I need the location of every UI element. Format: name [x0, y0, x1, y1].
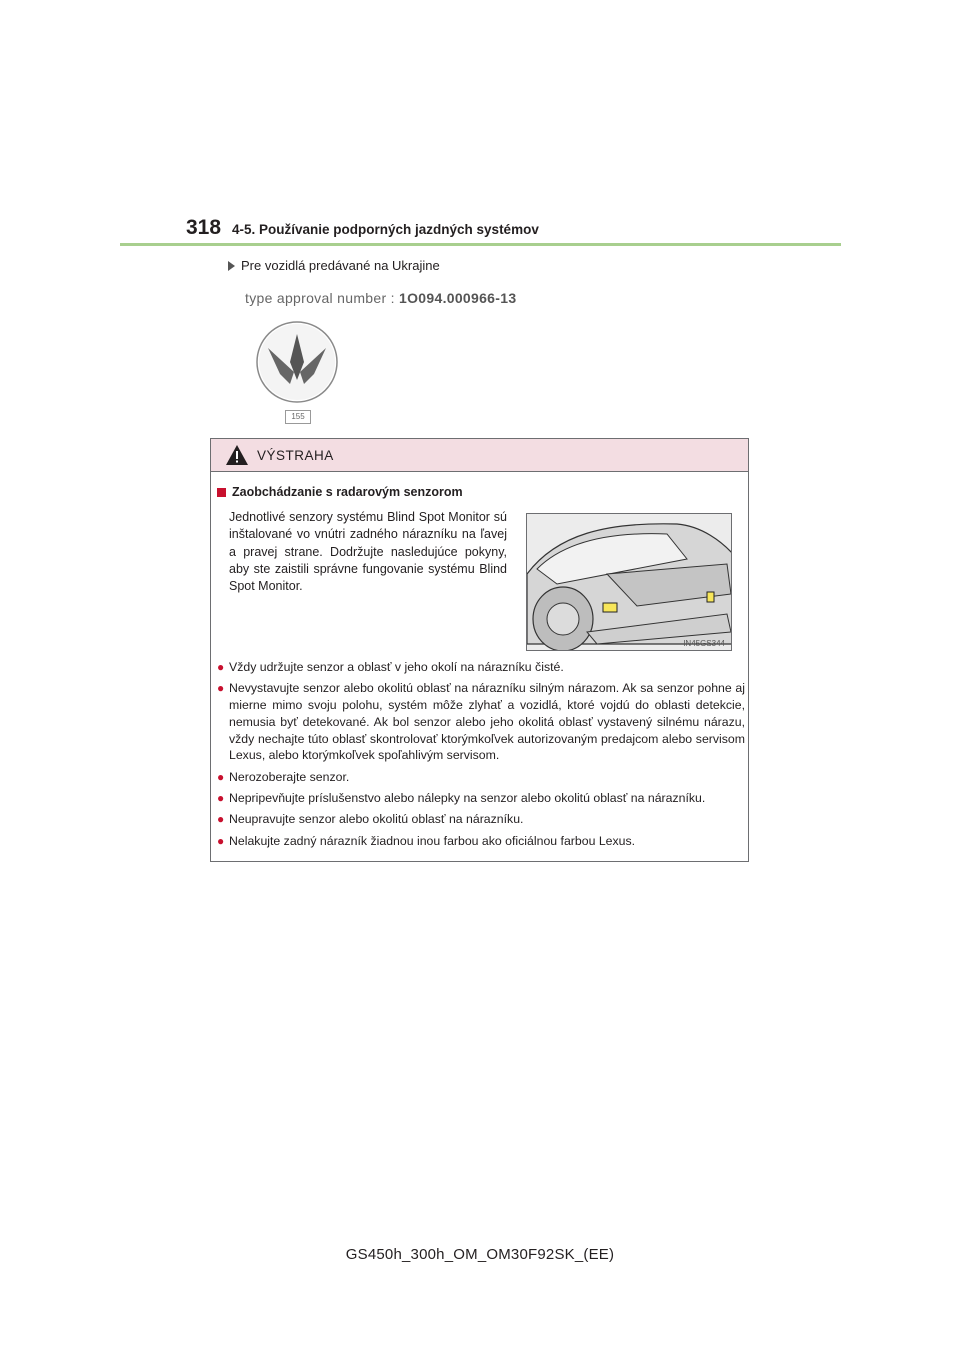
- type-approval: [245, 290, 516, 306]
- warning-bullet-list: [217, 659, 745, 854]
- warning-header: [211, 439, 748, 472]
- warning-triangle-icon: [225, 444, 249, 466]
- document-footer: GS450h_300h_OM_OM30F92SK_(EE): [345, 1246, 615, 1263]
- list-item: ● Nerozoberajte senzor.: [217, 769, 350, 784]
- list-item: ● Neupravujte senzor alebo okolitú oblasť na nárazníku.: [217, 812, 524, 827]
- approval-label: type approval number: [245, 290, 387, 306]
- square-bullet-icon: [217, 488, 226, 497]
- bullet-dot-icon: ●: [217, 812, 225, 827]
- bullet-dot-icon: ●: [217, 769, 225, 784]
- market-note: [228, 258, 440, 273]
- approval-separator: :: [390, 290, 395, 306]
- subheading-text: Zaobchádzanie s radarovým senzorom: [232, 485, 463, 499]
- warning-subheading: [217, 485, 463, 499]
- intro-paragraph: Jednotlivé senzory systému Blind Spot Monitor sú inštalované vo vnútri zadného nárazníku na ľavej a pravej strane. Dodržujte nasledujúce pokyny, aby ste zaistili správne fungovanie systému Blind Spot Monitor.: [229, 510, 507, 594]
- car-rear-icon: [527, 514, 732, 651]
- section-title: 4-5. Používanie podporných jazdných systémov: [232, 222, 539, 237]
- bullet-dot-icon: ●: [217, 833, 225, 848]
- bullet-dot-icon: ●: [217, 791, 225, 806]
- mark-code: 155: [285, 410, 311, 424]
- car-rear-illustration: [526, 513, 732, 651]
- bullet-dot-icon: ●: [217, 660, 225, 674]
- approval-number: 1O094.000966-13: [399, 290, 517, 306]
- list-item: ● Vždy udržujte senzor a oblasť v jeho okolí na nárazníku čisté.: [217, 660, 564, 674]
- ukraine-certification-mark-icon: [254, 320, 340, 424]
- figure-code: IN45GS344: [683, 639, 725, 648]
- list-item: ● Nevystavujte senzor alebo okolitú oblasť na nárazníku silným nárazom. Ak sa senzor pohne aj mierne mimo svoju polohu, systém môže zlyhať a vozidlá, ktoré vojdú do oblasti detekcie, nemusia byť detekované. Ak bol senzor alebo jeho okolitá oblasť vystavený silnému nárazu, vždy nechajte túto oblasť skontrolovať ktorýmkoľvek autorizovaným predajcom alebo servisom Lexus, alebo ktorýmkoľvek spoľahlivým servisom.: [217, 681, 745, 763]
- list-item: ● Nepripevňujte príslušenstvo alebo nálepky na senzor alebo okolitú oblasť na nárazníku.: [217, 791, 706, 806]
- market-label: Pre vozidlá predávané na Ukrajine: [241, 258, 440, 273]
- warning-title: VÝSTRAHA: [257, 447, 334, 463]
- warning-box: [210, 438, 749, 862]
- header-divider: [120, 243, 841, 246]
- triangle-bullet-icon: [228, 261, 235, 271]
- list-item: ● Nelakujte zadný nárazník žiadnou inou farbou ako oficiálnou farbou Lexus.: [217, 833, 636, 848]
- page-number: 318: [186, 216, 222, 239]
- bullet-dot-icon: ●: [217, 681, 225, 696]
